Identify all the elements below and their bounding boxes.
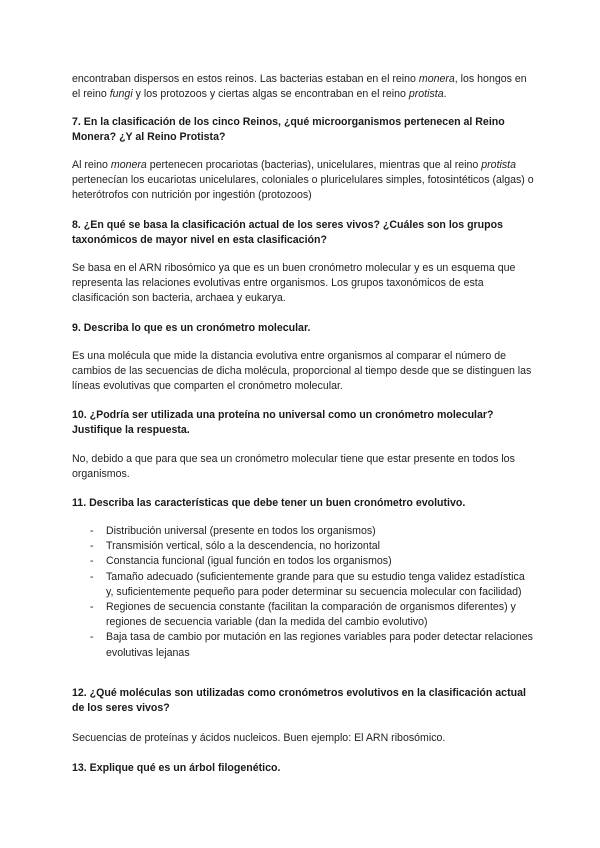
intro-text: y los protozoos y ciertas algas se encontraban en el reino	[132, 88, 409, 101]
question-8: 8. ¿En qué se basa la clasificación actual de los seres vivos? ¿Cuáles son los grupos taxonómicos de mayor nivel en esta clasificación?	[72, 219, 503, 247]
question-10: 10. ¿Podría ser utilizada una proteína no universal como un cronómetro molecular? Justifique la respuesta.	[72, 409, 494, 437]
intro-text: .	[443, 88, 447, 101]
list-item	[72, 630, 534, 660]
characteristics-list	[72, 524, 534, 661]
list-item	[72, 600, 534, 630]
question-12: 12. ¿Qué moléculas son utilizadas como cronómetros evolutivos en la clasificación actual de los seres vivos?	[72, 687, 526, 715]
intro-term-monera: monera	[418, 73, 455, 85]
bullet-dash: -	[90, 525, 94, 537]
list-item	[72, 554, 534, 569]
answer-10: No, debido a que para que sea un cronómetro molecular tiene que estar presente en todos los organismos.	[72, 453, 515, 481]
bullet-dash: -	[90, 540, 94, 553]
list-item-text: Transmisión vertical, sólo a la descendencia, no horizontal	[106, 540, 381, 553]
answer-8: Se basa en el ARN ribosómico ya que es un buen cronómetro molecular y es un esquema que representa las relaciones evolutivas entre organismos. Los grupos taxonómicos de esta clasificación son bacteria, archaea y eukarya.	[72, 262, 516, 305]
intro-text: encontraban dispersos en estos reinos. Las bacterias estaban en el reino	[72, 73, 419, 85]
answer-7-text: pertenecen procariotas (bacterias), unicelulares, mientras que al reino	[146, 159, 482, 171]
answer-7-text: pertenecían los eucariotas unicelulares, coloniales o pluricelulares simples, fotosintéticos (algas) o heterótrofos con nutrición por ingestión (protozoos)	[72, 174, 534, 202]
list-item	[72, 570, 534, 600]
answer-7-term-protista: protista	[481, 159, 517, 171]
question-7: 7. En la clasificación de los cinco Reinos, ¿qué microorganismos pertenecen al Reino Monera? ¿Y al Reino Protista?	[72, 116, 505, 144]
bullet-dash: -	[90, 601, 94, 614]
list-item-text: Tamaño adecuado (suficientemente grande para que su estudio tenga validez estadística y, suficientemente pequeño para poder determinar su secuencia molecular con facilidad)	[106, 570, 525, 598]
intro-term-fungi: fungi	[109, 88, 133, 101]
list-item	[72, 524, 534, 539]
answer-7-text: Al reino	[72, 159, 111, 171]
answer-9: Es una molécula que mide la distancia evolutiva entre organismos al comparar el número de cambios de las secuencias de dicha molécula, proporcional al tiempo desde que se distinguen las líneas evolutivas que comparten el cronómetro molecular.	[72, 350, 532, 393]
answer-12: Secuencias de proteínas y ácidos nucleicos. Buen ejemplo: El ARN ribosómico.	[72, 732, 446, 744]
intro-text: , los hongos en el reino	[72, 73, 527, 101]
list-item-text: Baja tasa de cambio por mutación en las regiones variables para poder detectar relaciones evolutivas lejanas	[106, 631, 533, 659]
intro-term-protista: protista	[408, 88, 444, 101]
intro-paragraph	[72, 72, 534, 102]
question-13: 13. Explique qué es un árbol filogenético.	[72, 762, 281, 774]
question-11: 11. Describa las características que debe tener un buen cronómetro evolutivo.	[72, 497, 466, 509]
bullet-dash: -	[90, 570, 94, 583]
bullet-dash: -	[90, 555, 94, 568]
list-item-text: Regiones de secuencia constante (facilitan la comparación de organismos diferentes) y regiones de secuencia variable (dan la medida del cambio evolutivo)	[106, 601, 516, 629]
bullet-dash: -	[90, 631, 94, 644]
answer-7-term-monera: monera	[110, 159, 147, 171]
question-9: 9. Describa lo que es un cronómetro molecular.	[72, 322, 311, 334]
answer-7	[72, 158, 534, 204]
list-item-text: Distribución universal (presente en todos los organismos)	[106, 525, 376, 537]
list-item	[72, 539, 534, 554]
list-item-text: Constancia funcional (igual función en todos los organismos)	[106, 555, 392, 568]
